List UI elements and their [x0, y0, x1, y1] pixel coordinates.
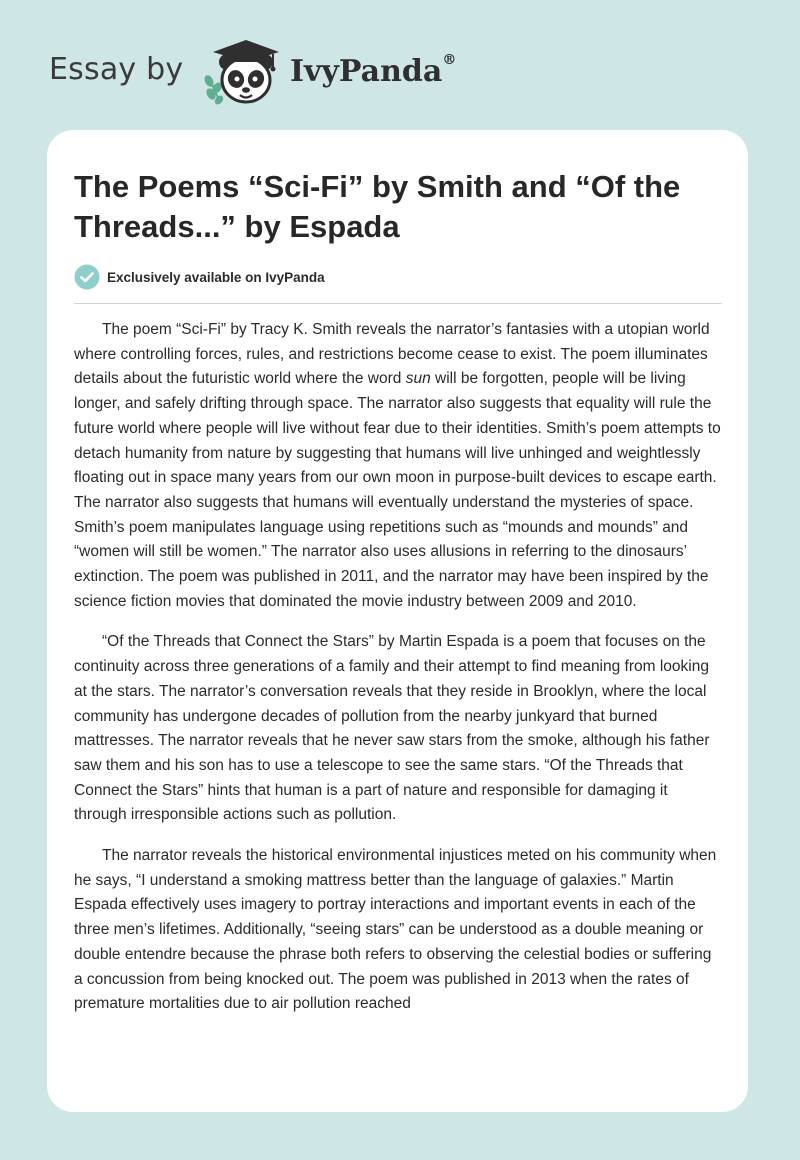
exclusive-label: Exclusively available on IvyPanda: [107, 269, 325, 285]
panda-graduate-icon[interactable]: [203, 36, 293, 108]
emphasis-sun: sun: [405, 370, 431, 388]
paragraph: “Of the Threads that Connect the Stars” by Martin Espada is a poem that focuses on the continuity across three generations of a family and their attempt to find meaning from looking at the stars. The narrator’s conversation reveals that they reside in Brooklyn, where the local community has undergone decades of pollution from the nearby junkyard that burned mattresses. The narrator reveals that he never saw stars from the smoke, although his father saw them and his son has to use a telescope to see the same stars. “Of the Threads that Connect the Stars” hints that human is a part of nature and responsible for damaging it through irresponsible actions such as pollution.: [74, 633, 710, 824]
exclusive-badge: [74, 264, 325, 290]
brand-name: IvyPanda®: [290, 52, 457, 89]
article-title: The Poems “Sci-Fi” by Smith and “Of the Threads...” by Espada: [74, 169, 681, 244]
essay-by-label: Essay by: [49, 52, 184, 87]
registered-mark: ®: [442, 52, 457, 68]
check-circle-icon: [74, 264, 100, 290]
article-card: [47, 130, 748, 1112]
paragraph: The narrator reveals the historical environmental injustices meted on his community when he says, “I understand a smoking mattress better than the language of galaxies.” Martin Espada effectively uses imagery to portray interactions and important events in each of the three men’s lifetimes. Additionally, “seeing stars” can be understood as a double meaning or double entendre because the phrase both refers to observing the celestial bodies or suffering a concussion from being knocked out. The poem was published in 2013 when the rates of premature mortalities due to air pollution reached: [74, 847, 717, 1013]
paragraph: The poem “Sci-Fi” by Tracy K. Smith reveals the narrator’s fantasies with a utopian world where controlling forces, rules, and restrictions become cease to exist. The poem illuminates details about the futuristic world where the word sun will be forgotten, people will be living longer, and safely drifting through space. The narrator also suggests that equality will rule the future world where people will live without fear due to their identities. Smith’s poem attempts to detach humanity from nature by suggesting that humans will live unhinged and weightlessly floating out in space many years from our own moon in purpose-built devices to escape earth. The narrator also suggests that humans will eventually understand the mysteries of space. Smith’s poem manipulates language using repetitions such as “mounds and mounds” and “women will still be women.” The narrator also uses allusions in referring to the dinosaurs’ extinction. The poem was published in 2011, and the narrator may have been inspired by the science fiction movies that dominated the movie industry between 2009 and 2010.: [74, 321, 721, 610]
article-body: [74, 318, 724, 1033]
divider: [74, 303, 722, 304]
site-header: [0, 0, 800, 120]
